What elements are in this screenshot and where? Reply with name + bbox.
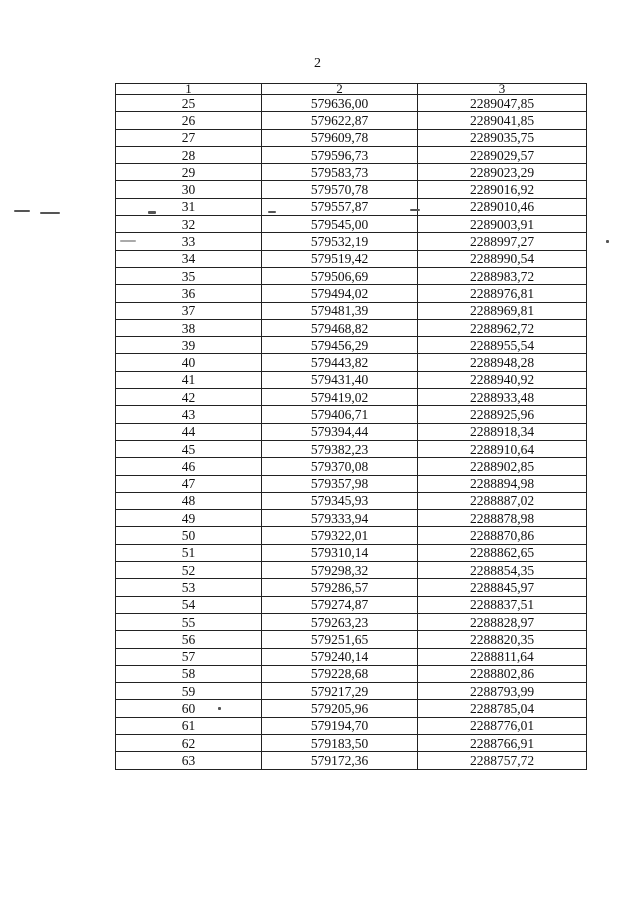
- x-coordinate-cell: 579557,87: [262, 198, 418, 215]
- table-row: [116, 423, 587, 440]
- y-coordinate-cell: 2288811,64: [418, 648, 587, 665]
- table-header-row: [116, 84, 587, 95]
- x-coordinate-cell: 579194,70: [262, 717, 418, 734]
- table-row: [116, 648, 587, 665]
- y-coordinate-cell: 2289041,85: [418, 112, 587, 129]
- x-coordinate-cell: 579622,87: [262, 112, 418, 129]
- table-row: [116, 700, 587, 717]
- coordinates-table: [115, 83, 587, 770]
- point-number-cell: 48: [116, 492, 262, 509]
- y-coordinate-cell: 2288887,02: [418, 492, 587, 509]
- y-coordinate-cell: 2288925,96: [418, 406, 587, 423]
- table-row: [116, 613, 587, 630]
- scan-speck: [268, 211, 276, 213]
- x-coordinate-cell: 579431,40: [262, 371, 418, 388]
- y-coordinate-cell: 2288976,81: [418, 285, 587, 302]
- table-row: [116, 492, 587, 509]
- table-row: [116, 302, 587, 319]
- table-row: [116, 181, 587, 198]
- y-coordinate-cell: 2288776,01: [418, 717, 587, 734]
- x-coordinate-cell: 579636,00: [262, 95, 418, 112]
- table-row: [116, 665, 587, 682]
- y-coordinate-cell: 2288837,51: [418, 596, 587, 613]
- x-coordinate-cell: 579286,57: [262, 579, 418, 596]
- table-row: [116, 440, 587, 457]
- y-coordinate-cell: 2288933,48: [418, 389, 587, 406]
- x-coordinate-cell: 579228,68: [262, 665, 418, 682]
- point-number-cell: 43: [116, 406, 262, 423]
- x-coordinate-cell: 579545,00: [262, 216, 418, 233]
- x-coordinate-cell: 579532,19: [262, 233, 418, 250]
- point-number-cell: 31: [116, 198, 262, 215]
- y-coordinate-cell: 2288955,54: [418, 337, 587, 354]
- y-coordinate-cell: 2289023,29: [418, 164, 587, 181]
- x-coordinate-cell: 579345,93: [262, 492, 418, 509]
- table-row: [116, 95, 587, 112]
- x-coordinate-cell: 579406,71: [262, 406, 418, 423]
- table-row: [116, 233, 587, 250]
- x-coordinate-cell: 579333,94: [262, 510, 418, 527]
- y-coordinate-cell: 2289016,92: [418, 181, 587, 198]
- table-row: [116, 510, 587, 527]
- y-coordinate-cell: 2288793,99: [418, 683, 587, 700]
- x-coordinate-cell: 579263,23: [262, 613, 418, 630]
- x-coordinate-cell: 579357,98: [262, 475, 418, 492]
- x-coordinate-cell: 579370,08: [262, 458, 418, 475]
- table-row: [116, 683, 587, 700]
- y-coordinate-cell: 2288878,98: [418, 510, 587, 527]
- x-coordinate-cell: 579322,01: [262, 527, 418, 544]
- y-coordinate-cell: 2288948,28: [418, 354, 587, 371]
- y-coordinate-cell: 2288870,86: [418, 527, 587, 544]
- y-coordinate-cell: 2289010,46: [418, 198, 587, 215]
- table-row: [116, 146, 587, 163]
- y-coordinate-cell: 2288785,04: [418, 700, 587, 717]
- table-row: [116, 250, 587, 267]
- point-number-cell: 33: [116, 233, 262, 250]
- table-body: [116, 95, 587, 770]
- point-number-cell: 50: [116, 527, 262, 544]
- point-number-cell: 59: [116, 683, 262, 700]
- x-coordinate-cell: 579481,39: [262, 302, 418, 319]
- y-coordinate-cell: 2288969,81: [418, 302, 587, 319]
- scan-speck: [218, 707, 221, 710]
- point-number-cell: 62: [116, 734, 262, 751]
- point-number-cell: 49: [116, 510, 262, 527]
- point-number-cell: 35: [116, 267, 262, 284]
- point-number-cell: 32: [116, 216, 262, 233]
- y-coordinate-cell: 2288962,72: [418, 319, 587, 336]
- table-row: [116, 112, 587, 129]
- x-coordinate-cell: 579570,78: [262, 181, 418, 198]
- table-row: [116, 164, 587, 181]
- x-coordinate-cell: 579274,87: [262, 596, 418, 613]
- column-header-x: 2: [262, 84, 418, 95]
- point-number-cell: 41: [116, 371, 262, 388]
- table-row: [116, 458, 587, 475]
- x-coordinate-cell: 579519,42: [262, 250, 418, 267]
- point-number-cell: 30: [116, 181, 262, 198]
- point-number-cell: 45: [116, 440, 262, 457]
- x-coordinate-cell: 579456,29: [262, 337, 418, 354]
- y-coordinate-cell: 2288828,97: [418, 613, 587, 630]
- x-coordinate-cell: 579468,82: [262, 319, 418, 336]
- point-number-cell: 29: [116, 164, 262, 181]
- point-number-cell: 60: [116, 700, 262, 717]
- point-number-cell: 27: [116, 129, 262, 146]
- point-number-cell: 34: [116, 250, 262, 267]
- y-coordinate-cell: 2288766,91: [418, 734, 587, 751]
- table-row: [116, 631, 587, 648]
- table-row: [116, 285, 587, 302]
- point-number-cell: 39: [116, 337, 262, 354]
- table-row: [116, 544, 587, 561]
- point-number-cell: 38: [116, 319, 262, 336]
- x-coordinate-cell: 579310,14: [262, 544, 418, 561]
- x-coordinate-cell: 579382,23: [262, 440, 418, 457]
- y-coordinate-cell: 2288918,34: [418, 423, 587, 440]
- scan-speck: [606, 240, 609, 243]
- scan-speck: [14, 210, 30, 212]
- table-row: [116, 129, 587, 146]
- point-number-cell: 63: [116, 752, 262, 769]
- table-row: [116, 475, 587, 492]
- y-coordinate-cell: 2288902,85: [418, 458, 587, 475]
- x-coordinate-cell: 579609,78: [262, 129, 418, 146]
- y-coordinate-cell: 2288820,35: [418, 631, 587, 648]
- y-coordinate-cell: 2289029,57: [418, 146, 587, 163]
- table-row: [116, 752, 587, 769]
- y-coordinate-cell: 2288862,65: [418, 544, 587, 561]
- point-number-cell: 26: [116, 112, 262, 129]
- y-coordinate-cell: 2288990,54: [418, 250, 587, 267]
- x-coordinate-cell: 579298,32: [262, 562, 418, 579]
- y-coordinate-cell: 2289047,85: [418, 95, 587, 112]
- table-row: [116, 198, 587, 215]
- table-row: [116, 734, 587, 751]
- x-coordinate-cell: 579172,36: [262, 752, 418, 769]
- point-number-cell: 51: [116, 544, 262, 561]
- table-row: [116, 406, 587, 423]
- table-row: [116, 389, 587, 406]
- point-number-cell: 46: [116, 458, 262, 475]
- x-coordinate-cell: 579494,02: [262, 285, 418, 302]
- point-number-cell: 52: [116, 562, 262, 579]
- y-coordinate-cell: 2288940,92: [418, 371, 587, 388]
- point-number-cell: 53: [116, 579, 262, 596]
- x-coordinate-cell: 579583,73: [262, 164, 418, 181]
- table-row: [116, 216, 587, 233]
- table-row: [116, 579, 587, 596]
- y-coordinate-cell: 2288854,35: [418, 562, 587, 579]
- scan-speck: [148, 211, 156, 214]
- table-row: [116, 562, 587, 579]
- x-coordinate-cell: 579394,44: [262, 423, 418, 440]
- point-number-cell: 25: [116, 95, 262, 112]
- x-coordinate-cell: 579596,73: [262, 146, 418, 163]
- y-coordinate-cell: 2288983,72: [418, 267, 587, 284]
- point-number-cell: 54: [116, 596, 262, 613]
- x-coordinate-cell: 579506,69: [262, 267, 418, 284]
- point-number-cell: 28: [116, 146, 262, 163]
- point-number-cell: 42: [116, 389, 262, 406]
- page-number: 2: [314, 56, 321, 71]
- table-row: [116, 371, 587, 388]
- table-row: [116, 267, 587, 284]
- y-coordinate-cell: 2289003,91: [418, 216, 587, 233]
- y-coordinate-cell: 2289035,75: [418, 129, 587, 146]
- column-header-y: 3: [418, 84, 587, 95]
- point-number-cell: 55: [116, 613, 262, 630]
- table-row: [116, 596, 587, 613]
- y-coordinate-cell: 2288997,27: [418, 233, 587, 250]
- x-coordinate-cell: 579443,82: [262, 354, 418, 371]
- x-coordinate-cell: 579240,14: [262, 648, 418, 665]
- y-coordinate-cell: 2288894,98: [418, 475, 587, 492]
- y-coordinate-cell: 2288845,97: [418, 579, 587, 596]
- y-coordinate-cell: 2288757,72: [418, 752, 587, 769]
- table-row: [116, 717, 587, 734]
- x-coordinate-cell: 579183,50: [262, 734, 418, 751]
- point-number-cell: 37: [116, 302, 262, 319]
- y-coordinate-cell: 2288910,64: [418, 440, 587, 457]
- x-coordinate-cell: 579251,65: [262, 631, 418, 648]
- table-row: [116, 354, 587, 371]
- scan-speck: [40, 212, 60, 214]
- column-header-point: 1: [116, 84, 262, 95]
- point-number-cell: 56: [116, 631, 262, 648]
- point-number-cell: 44: [116, 423, 262, 440]
- point-number-cell: 57: [116, 648, 262, 665]
- scan-speck: [120, 240, 136, 242]
- scan-speck: [410, 209, 420, 211]
- point-number-cell: 36: [116, 285, 262, 302]
- table-row: [116, 527, 587, 544]
- x-coordinate-cell: 579205,96: [262, 700, 418, 717]
- x-coordinate-cell: 579217,29: [262, 683, 418, 700]
- table-row: [116, 337, 587, 354]
- table-row: [116, 319, 587, 336]
- y-coordinate-cell: 2288802,86: [418, 665, 587, 682]
- point-number-cell: 58: [116, 665, 262, 682]
- point-number-cell: 61: [116, 717, 262, 734]
- x-coordinate-cell: 579419,02: [262, 389, 418, 406]
- point-number-cell: 47: [116, 475, 262, 492]
- point-number-cell: 40: [116, 354, 262, 371]
